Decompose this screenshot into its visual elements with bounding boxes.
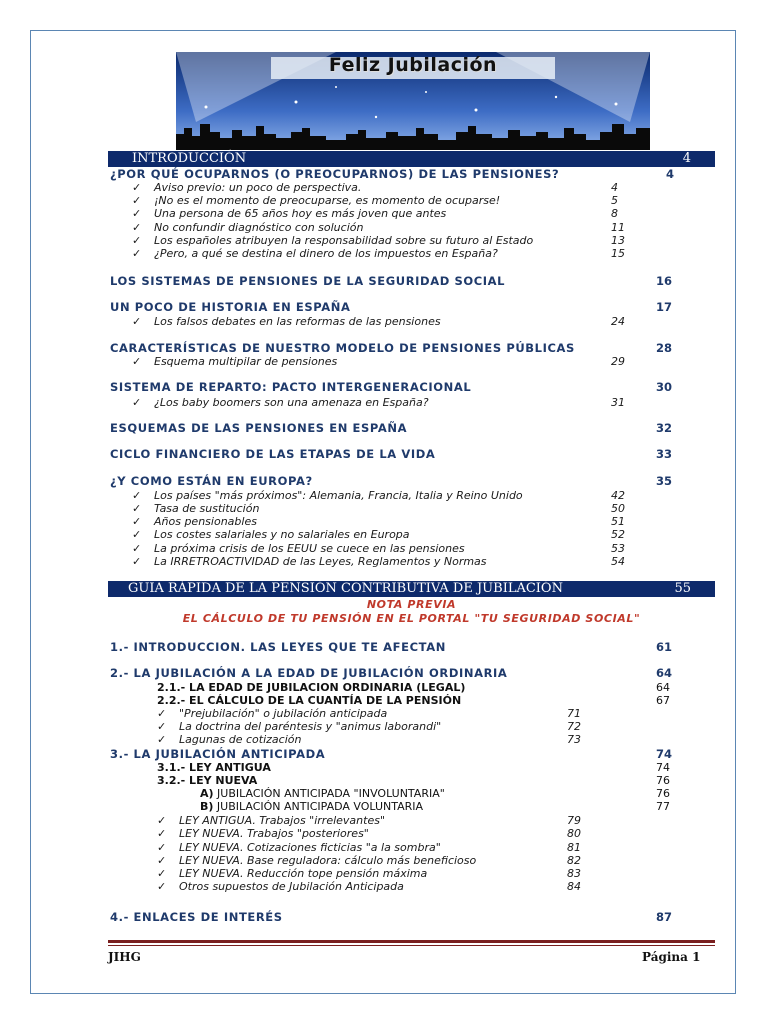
toc-item-text: La doctrina del paréntesis y "animus laborandi" [179,720,442,733]
toc-heading[interactable]: CICLO FINANCIERO DE LAS ETAPAS DE LA VIDA [110,447,436,461]
toc-item[interactable] [132,528,410,541]
toc-item[interactable] [157,880,404,893]
toc-item-page: 84 [567,880,581,893]
toc-bar-guia-rapida[interactable] [108,581,715,597]
toc-heading[interactable]: UN POCO DE HISTORIA EN ESPAÑA [110,300,351,314]
check-icon: ✓ [132,515,142,528]
toc-item-page: 72 [567,720,581,733]
footer-rule [108,940,715,943]
toc-item-text: Los españoles atribuyen la responsabilidad sobre su futuro al Estado [154,234,534,247]
toc-heading[interactable]: 2.- LA JUBILACIÓN A LA EDAD DE JUBILACIÓN ORDINARIA [110,666,508,680]
toc-item-page: 53 [611,542,625,555]
bar-page: 4 [682,151,691,166]
banner-image [176,52,650,150]
nota-previa-subtitle[interactable]: EL CÁLCULO DE TU PENSIÓN EN EL PORTAL "TU SEGURIDAD SOCIAL" [182,612,641,625]
toc-item-page: 15 [611,247,625,260]
toc-page: 28 [656,341,673,355]
toc-page: 35 [656,474,673,488]
toc-subpage: 64 [656,681,670,694]
toc-subsubheading[interactable] [200,800,423,813]
toc-item-text: ¿Pero, a qué se destina el dinero de los impuestos en España? [154,247,498,260]
banner-title: Feliz Jubilación [328,54,498,76]
toc-subheading[interactable]: 3.1.- LEY ANTIGUA [157,761,271,774]
toc-subpage: 76 [656,787,670,800]
toc-item[interactable] [132,247,498,260]
toc-item-text: Esquema multipilar de pensiones [154,355,338,368]
toc-item-page: 42 [611,489,625,502]
toc-item-page: 11 [611,221,625,234]
toc-item-text: Una persona de 65 años hoy es más joven que antes [154,207,447,220]
subsub-text: JUBILACIÓN ANTICIPADA "INVOLUNTARIA" [217,787,445,800]
toc-heading[interactable]: LOS SISTEMAS DE PENSIONES DE LA SEGURIDAD SOCIAL [110,274,506,288]
nota-previa-title: NOTA PREVIA [366,598,457,611]
toc-item-text: No confundir diagnóstico con solución [154,221,364,234]
toc-item[interactable] [157,827,369,840]
toc-item-text: LEY NUEVA. Reducción tope pensión máxima [179,867,428,880]
toc-item-page: 71 [567,707,581,720]
footer-page-number: Página 1 [642,950,701,964]
check-icon: ✓ [157,733,167,746]
toc-heading[interactable]: SISTEMA DE REPARTO: PACTO INTERGENERACIONAL [110,380,472,394]
toc-heading[interactable]: 1.- INTRODUCCION. LAS LEYES QUE TE AFECTAN [110,640,446,654]
check-icon: ✓ [132,247,142,260]
check-icon: ✓ [132,528,142,541]
toc-item[interactable] [132,234,533,247]
toc-item-page: 81 [567,841,581,854]
toc-bar-introduccion[interactable] [108,151,715,167]
toc-item[interactable] [132,194,500,207]
check-icon: ✓ [132,221,142,234]
check-icon: ✓ [157,814,167,827]
check-icon: ✓ [157,867,167,880]
toc-item-page: 8 [611,207,618,220]
toc-item[interactable] [132,515,257,528]
toc-subsubheading[interactable] [200,787,445,800]
toc-item-text: Los países "más próximos": Alemania, Francia, Italia y Reino Unido [154,489,523,502]
check-icon: ✓ [157,854,167,867]
toc-page: 17 [656,300,673,314]
check-icon: ✓ [132,502,142,515]
toc-item-page: 24 [611,315,625,328]
toc-item[interactable] [157,814,385,827]
check-icon: ✓ [132,194,142,207]
check-icon: ✓ [132,555,142,568]
toc-item[interactable] [132,555,487,568]
toc-heading[interactable]: CARACTERÍSTICAS DE NUESTRO MODELO DE PENSIONES PÚBLICAS [110,341,575,355]
toc-subheading[interactable]: 2.2.- EL CÁLCULO DE LA CUANTÍA DE LA PENSIÓN [157,694,462,707]
toc-item-page: 31 [611,396,625,409]
toc-page: 32 [656,421,673,435]
check-icon: ✓ [132,542,142,555]
toc-page: 4 [666,167,675,181]
toc-item-page: 82 [567,854,581,867]
toc-item-text: ¡No es el momento de preocuparse, es momento de ocuparse! [154,194,501,207]
toc-item[interactable] [132,396,429,409]
toc-subpage: 67 [656,694,670,707]
toc-heading[interactable]: 3.- LA JUBILACIÓN ANTICIPADA [110,747,326,761]
toc-item-text: LEY NUEVA. Base reguladora: cálculo más beneficioso [179,854,477,867]
toc-item-page: 80 [567,827,581,840]
toc-item-text: Otros supuestos de Jubilación Anticipada [179,880,404,893]
subsub-text: JUBILACIÓN ANTICIPADA VOLUNTARIA [216,800,424,813]
toc-item[interactable] [132,181,361,194]
toc-item[interactable] [132,221,363,234]
toc-item-text: Lagunas de cotización [179,733,302,746]
toc-page: 16 [656,274,673,288]
toc-item-text: LEY NUEVA. Trabajos "posteriores" [179,827,369,840]
toc-item-text: Los falsos debates en las reformas de las pensiones [154,315,441,328]
toc-page: 33 [656,447,673,461]
check-icon: ✓ [132,234,142,247]
toc-item-page: 5 [611,194,618,207]
check-icon: ✓ [157,880,167,893]
toc-item-text: LEY NUEVA. Cotizaciones ficticias "a la sombra" [179,841,441,854]
toc-item-text: "Prejubilación" o jubilación anticipada [179,707,388,720]
letter: B) [200,800,214,813]
toc-item-text: Años pensionables [154,515,257,528]
toc-item-page: 13 [611,234,625,247]
toc-heading[interactable]: 4.- ENLACES DE INTERÉS [110,910,283,924]
check-icon: ✓ [132,489,142,502]
toc-item-page: 83 [567,867,581,880]
toc-item-text: Tasa de sustitución [154,502,260,515]
toc-item-page: 52 [611,528,625,541]
toc-item[interactable] [157,867,427,880]
check-icon: ✓ [132,396,142,409]
toc-subheading[interactable]: 3.2.- LEY NUEVA [157,774,258,787]
toc-item-text: Aviso previo: un poco de perspectiva. [154,181,362,194]
toc-item-text: La IRRETROACTIVIDAD de las Leyes, Reglamentos y Normas [154,555,487,568]
toc-item[interactable] [157,841,441,854]
toc-item-page: 29 [611,355,625,368]
toc-item[interactable] [157,720,441,733]
letter: A) [200,787,214,800]
footer-author: JIHG [108,950,141,964]
toc-item-page: 4 [611,181,618,194]
toc-heading[interactable]: ¿POR QUÉ OCUPARNOS (O PREOCUPARNOS) DE LAS PENSIONES? [110,167,560,181]
toc-page: 87 [656,910,673,924]
toc-item[interactable] [132,489,523,502]
toc-item[interactable] [157,733,301,746]
toc-item-text: ¿Los baby boomers son una amenaza en España? [154,396,429,409]
toc-page: 64 [656,666,673,680]
check-icon: ✓ [132,181,142,194]
bar-label: INTRODUCCIÓN [132,151,247,166]
toc-item[interactable] [157,707,387,720]
check-icon: ✓ [132,355,142,368]
toc-item[interactable] [132,355,337,368]
toc-item-page: 51 [611,515,625,528]
check-icon: ✓ [157,841,167,854]
toc-item-text: La próxima crisis de los EEUU se cuece en las pensiones [154,542,465,555]
check-icon: ✓ [157,827,167,840]
toc-item-page: 73 [567,733,581,746]
check-icon: ✓ [132,207,142,220]
toc-subheading[interactable]: 2.1.- LA EDAD DE JUBILACION ORDINARIA (LEGAL) [157,681,466,694]
toc-item-page: 50 [611,502,625,515]
toc-item[interactable] [132,207,446,220]
bar-page: 55 [674,581,691,596]
toc-subpage: 76 [656,774,670,787]
toc-heading[interactable]: ESQUEMAS DE LAS PENSIONES EN ESPAÑA [110,421,408,435]
footer-rule-thin [108,945,715,946]
toc-item[interactable] [132,502,259,515]
toc-heading[interactable]: ¿Y COMO ESTÁN EN EUROPA? [110,474,313,488]
toc-page: 74 [656,747,673,761]
check-icon: ✓ [132,315,142,328]
toc-item[interactable] [157,854,476,867]
toc-item-page: 54 [611,555,625,568]
toc-item-text: LEY ANTIGUA. Trabajos "irrelevantes" [179,814,386,827]
toc-item-text: Los costes salariales y no salariales en Europa [154,528,410,541]
check-icon: ✓ [157,720,167,733]
toc-subpage: 74 [656,761,670,774]
toc-subpage: 77 [656,800,670,813]
toc-item-page: 79 [567,814,581,827]
toc-page: 30 [656,380,673,394]
toc-page: 61 [656,640,673,654]
toc-item[interactable] [132,542,465,555]
bar-label: GUIA RÁPIDA DE LA PENSIÓN CONTRIBUTIVA DE JUBILACIÓN [128,581,563,596]
toc-item[interactable] [132,315,441,328]
check-icon: ✓ [157,707,167,720]
